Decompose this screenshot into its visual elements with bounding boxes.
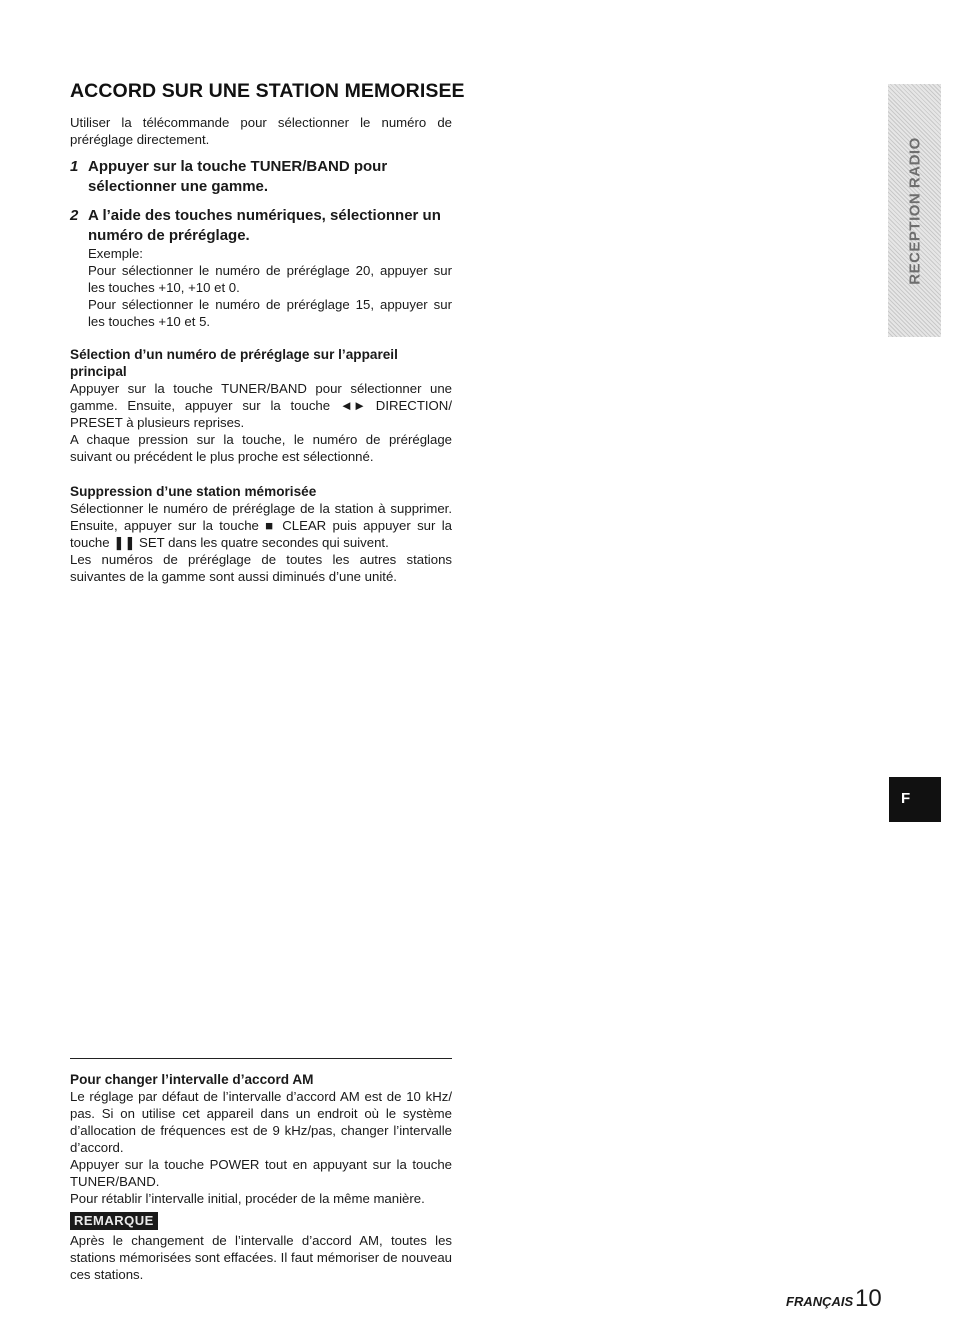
language-tab — [889, 777, 941, 822]
example-line: Pour sélectionner le numéro de préréglage 15, appuyer sur les touches +10 et 5. — [88, 297, 452, 329]
section-paragraph: Appuyer sur la touche POWER tout en appuyant sur la touche TUNER/BAND. — [70, 1157, 452, 1189]
example-line: Pour sélectionner le numéro de préréglage 20, appuyer sur les touches +10, +10 et 0. — [88, 263, 452, 295]
step-2 — [70, 206, 453, 246]
step-1 — [70, 157, 453, 197]
step-text: Appuyer sur la touche TUNER/BAND pour sélectionner une gamme. — [88, 158, 388, 195]
section-paragraph: Les numéros de préréglage de toutes les autres stations suivantes de la gamme sont aussi diminués d’une unité. — [70, 552, 452, 584]
section-heading: Sélection d’un numéro de préréglage sur l’appareil principal — [70, 347, 398, 379]
section-heading: Pour changer l’intervalle d’accord AM — [70, 1072, 314, 1087]
section-paragraph: Le réglage par défaut de l’intervalle d’accord AM est de 10 kHz/ pas. Si on utilise cet appareil dans un endroit où le système d’allocation de fréquences est de 9 kHz/pas, changer l’intervalle d’accord. — [70, 1089, 452, 1155]
section-delete — [70, 483, 452, 585]
section-side-tab — [888, 84, 941, 337]
language-tab-letter: F — [901, 790, 911, 807]
example-label: Exemple: — [88, 246, 143, 261]
page-number: 10 — [855, 1285, 882, 1312]
section-paragraph: A chaque pression sur la touche, le numéro de préréglage suivant ou précédent le plus proche est sélectionné. — [70, 432, 452, 464]
step-number: 2 — [70, 207, 79, 224]
section-main-unit — [70, 346, 452, 465]
remarque-text: Après le changement de l’intervalle d’accord AM, toutes les stations mémorisées sont effacées. Il faut mémoriser de nouveau ces stations. — [70, 1233, 452, 1282]
section-heading: Suppression d’une station mémorisée — [70, 484, 317, 499]
intro-text: Utiliser la télécommande pour sélectionner le numéro de préréglage directement. — [70, 115, 452, 147]
intro-block — [70, 114, 452, 148]
side-tab-label: RECEPTION RADIO — [906, 136, 923, 285]
section-paragraph: Pour rétablir l’intervalle initial, procéder de la même manière. — [70, 1191, 425, 1206]
section-am — [70, 1071, 452, 1207]
footer-language: FRANÇAIS — [786, 1294, 854, 1309]
step-text: A l’aide des touches numériques, sélectionner un numéro de préréglage. — [88, 207, 441, 244]
step-number: 1 — [70, 158, 79, 175]
section-paragraph: Sélectionner le numéro de préréglage de la station à supprimer. Ensuite, appuyer sur la touche ■ CLEAR puis appuyer sur la touche ❚❚ SET dans les quatre secondes qui suivent. — [70, 501, 452, 550]
section-paragraph: Appuyer sur la touche TUNER/BAND pour sélectionner une gamme. Ensuite, appuyer sur la touche ◄► DIRECTION/ PRESET à plusieurs reprises. — [70, 381, 452, 430]
page-title: ACCORD SUR UNE STATION MEMORISEE — [70, 80, 465, 102]
remarque-block — [70, 1232, 452, 1283]
example-block — [88, 245, 452, 330]
remarque-badge: REMARQUE — [70, 1212, 158, 1230]
section-divider — [70, 1058, 452, 1059]
